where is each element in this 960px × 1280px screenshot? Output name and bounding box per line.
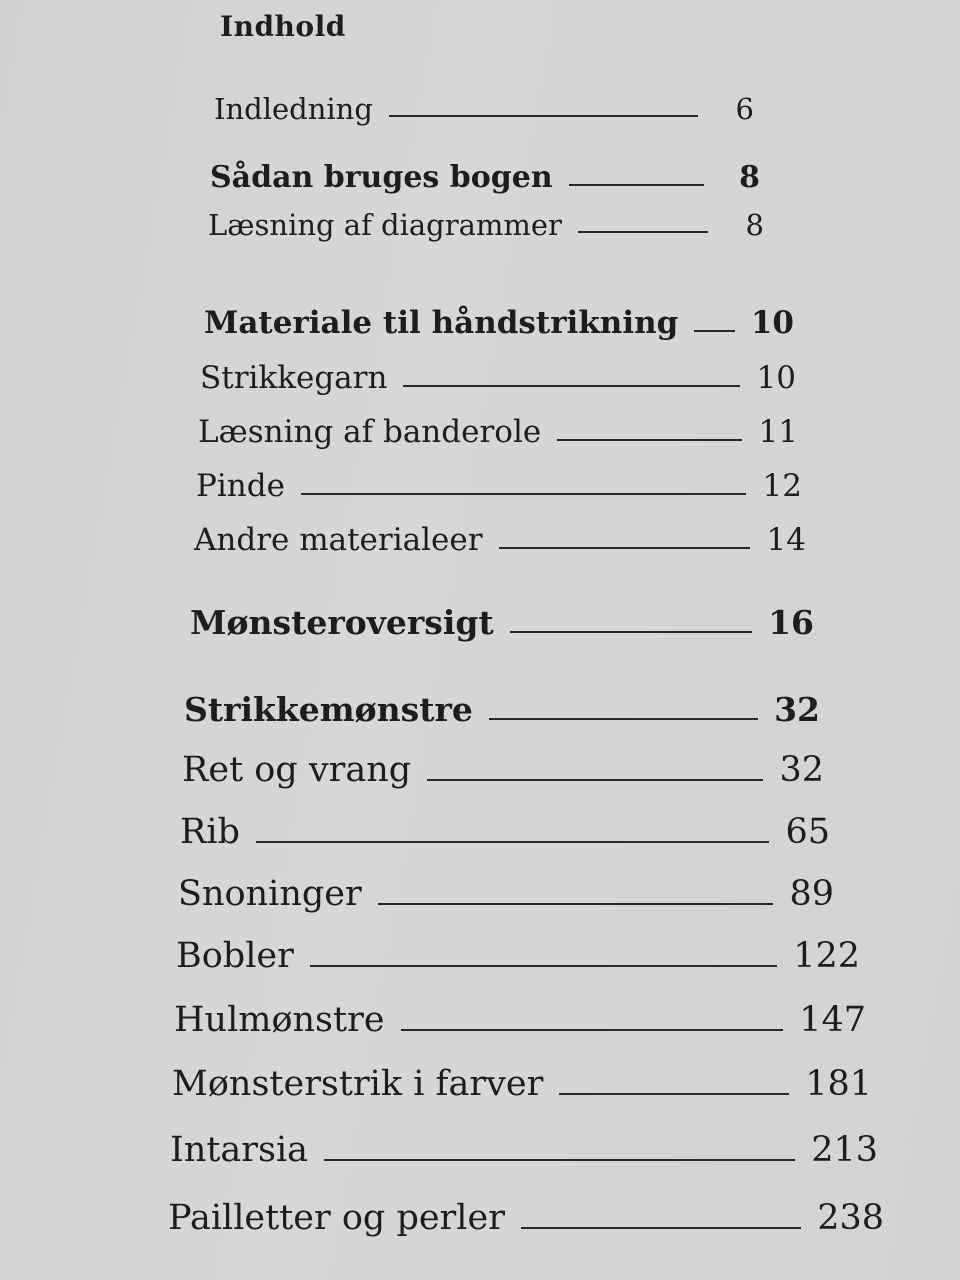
toc-entry (174, 1000, 866, 1040)
toc-leader-line (403, 385, 740, 387)
toc-leader-line (401, 1029, 784, 1031)
toc-leader-line (378, 903, 774, 905)
toc-entry-page: 8 (745, 208, 764, 242)
toc-entry-page: 6 (735, 92, 754, 126)
toc-entry-label: Strikkegarn (200, 360, 388, 396)
toc-entry (208, 208, 764, 242)
toc-leader-line (694, 330, 735, 332)
toc-leader-line (324, 1159, 795, 1161)
toc-entry-label: Strikkemønstre (184, 690, 473, 729)
toc-heading: Indhold (220, 10, 346, 43)
toc-entry-page: 65 (785, 812, 830, 852)
toc-leader-line (256, 841, 770, 843)
toc-entry-page: 12 (762, 468, 802, 504)
toc-entry-page: 89 (789, 874, 834, 914)
toc-entry-label: Andre materialeer (194, 522, 483, 558)
toc-entry-page: 10 (756, 360, 796, 396)
toc-entry-page: 32 (774, 690, 820, 729)
toc-entry-label: Læsning af banderole (198, 414, 542, 450)
toc-entry-label: Intarsia (170, 1130, 309, 1170)
toc-entry (210, 160, 760, 195)
toc-entry-page: 8 (739, 160, 760, 195)
toc-entry (204, 305, 794, 341)
toc-entry (214, 92, 754, 126)
toc-entry-page: 181 (805, 1064, 872, 1104)
toc-entry (170, 1130, 878, 1170)
toc-leader-line (427, 779, 763, 781)
toc-leader-line (310, 965, 777, 967)
toc-entry-label: Rib (180, 812, 240, 852)
toc-entry-label: Mønsterstrik i farver (172, 1064, 544, 1104)
toc-entry-label: Indledning (214, 92, 373, 126)
toc-leader-line (557, 439, 742, 441)
toc-entry-page: 32 (779, 750, 824, 790)
toc-leader-line (499, 547, 750, 549)
toc-entry (168, 1198, 884, 1238)
toc-leader-line (521, 1227, 801, 1229)
toc-entry (182, 750, 824, 790)
toc-leader-line (489, 718, 758, 720)
toc-entry (200, 360, 796, 396)
toc-entry (176, 936, 860, 976)
toc-entry-label: Pailletter og perler (168, 1198, 505, 1238)
toc-entry-label: Materiale til håndstrikning (204, 305, 679, 341)
toc-entry-label: Læsning af diagrammer (208, 208, 562, 242)
toc-leader-line (389, 115, 698, 117)
toc-leader-line (301, 493, 746, 495)
toc-entry (180, 812, 830, 852)
toc-entry-page: 10 (750, 305, 794, 341)
toc-entry (196, 468, 802, 504)
toc-entry (190, 603, 814, 642)
toc-entry-page: 11 (758, 414, 798, 450)
toc-leader-line (578, 231, 708, 233)
toc-entry (194, 522, 806, 558)
toc-entry (198, 414, 798, 450)
toc-leader-line (559, 1093, 789, 1095)
toc-entry-label: Mønsteroversigt (190, 603, 494, 642)
toc-entry (178, 874, 834, 914)
toc-entry-page: 16 (768, 603, 814, 642)
toc-entry (172, 1064, 872, 1104)
toc-entry-label: Ret og vrang (182, 750, 412, 790)
toc-entry-label: Bobler (176, 936, 294, 976)
toc-entry-label: Hulmønstre (174, 1000, 385, 1040)
toc-leader-line (569, 184, 704, 186)
toc-entry-page: 122 (793, 936, 860, 976)
toc-entry-page: 213 (811, 1130, 878, 1170)
toc-entry-label: Snoninger (178, 874, 362, 914)
toc-entry-page: 14 (766, 522, 806, 558)
toc-entry-page: 238 (817, 1198, 884, 1238)
toc-entry-label: Pinde (196, 468, 285, 504)
toc-entry (184, 690, 820, 729)
toc-entry-label: Sådan bruges bogen (210, 160, 553, 195)
toc-entry-page: 147 (799, 1000, 866, 1040)
toc-leader-line (510, 631, 752, 633)
